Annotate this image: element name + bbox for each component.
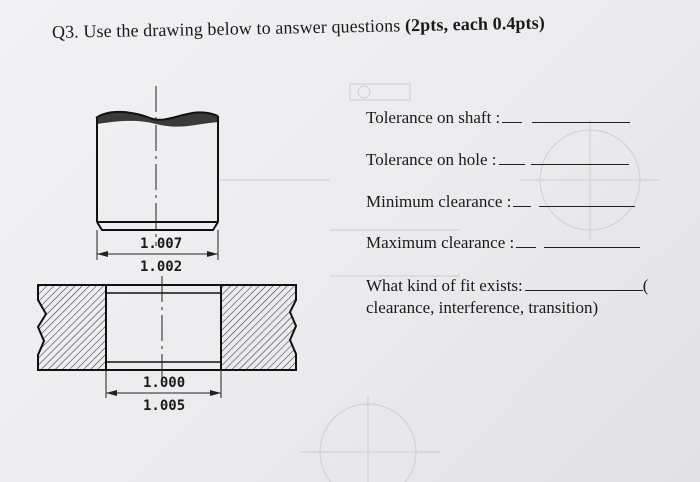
shaft-dimension-lower: 1.002 [140,259,183,275]
hole-arrow-left-icon [106,390,117,396]
answer-hole-tolerance [366,150,629,170]
hole-tolerance-blank[interactable] [531,150,629,165]
maximum-clearance-blank-short[interactable] [516,233,536,248]
minimum-clearance-blank[interactable] [539,192,635,207]
shaft-part [96,86,218,246]
fit-type-label: What kind of fit exists: [366,276,523,295]
hole-dimension-upper: 1.000 [143,375,186,391]
answer-minimum-clearance [366,192,635,212]
maximum-clearance-label: Maximum clearance : [366,233,515,252]
shaft-tolerance-label: Tolerance on shaft : [366,108,501,127]
minimum-clearance-label: Minimum clearance : [366,192,512,211]
shaft-dimension-upper: 1.007 [140,236,183,252]
shaft-dimension [97,230,218,275]
minimum-clearance-blank-short[interactable] [513,192,531,207]
answer-maximum-clearance [366,233,640,253]
shaft-arrow-left-icon [97,251,108,257]
fit-type-blank[interactable] [525,276,643,291]
hole-dimension [106,370,221,414]
shaft-bottom-edge [97,222,218,230]
hole-dimension-lower: 1.005 [143,398,186,414]
shaft-tolerance-blank-short[interactable] [502,108,522,123]
question-prefix: Q3. Use the drawing below to answer questions [51,15,401,42]
question-points: (2pts, each 0.4pts) [404,12,546,36]
answer-fit-type [366,276,648,296]
answer-shaft-tolerance [366,108,630,128]
fit-type-open-paren: ( [642,276,649,295]
maximum-clearance-blank[interactable] [544,233,640,248]
hole-tolerance-label: Tolerance on hole : [366,150,497,169]
housing-left-section [38,285,106,370]
hole-tolerance-blank-short[interactable] [499,150,525,165]
housing-right-section [221,285,296,370]
fit-options: clearance, interference, transition) [366,298,599,317]
shaft-arrow-right-icon [207,251,218,257]
hole-part [38,276,296,382]
shaft-tolerance-blank[interactable] [532,108,630,123]
hole-arrow-right-icon [210,390,221,396]
